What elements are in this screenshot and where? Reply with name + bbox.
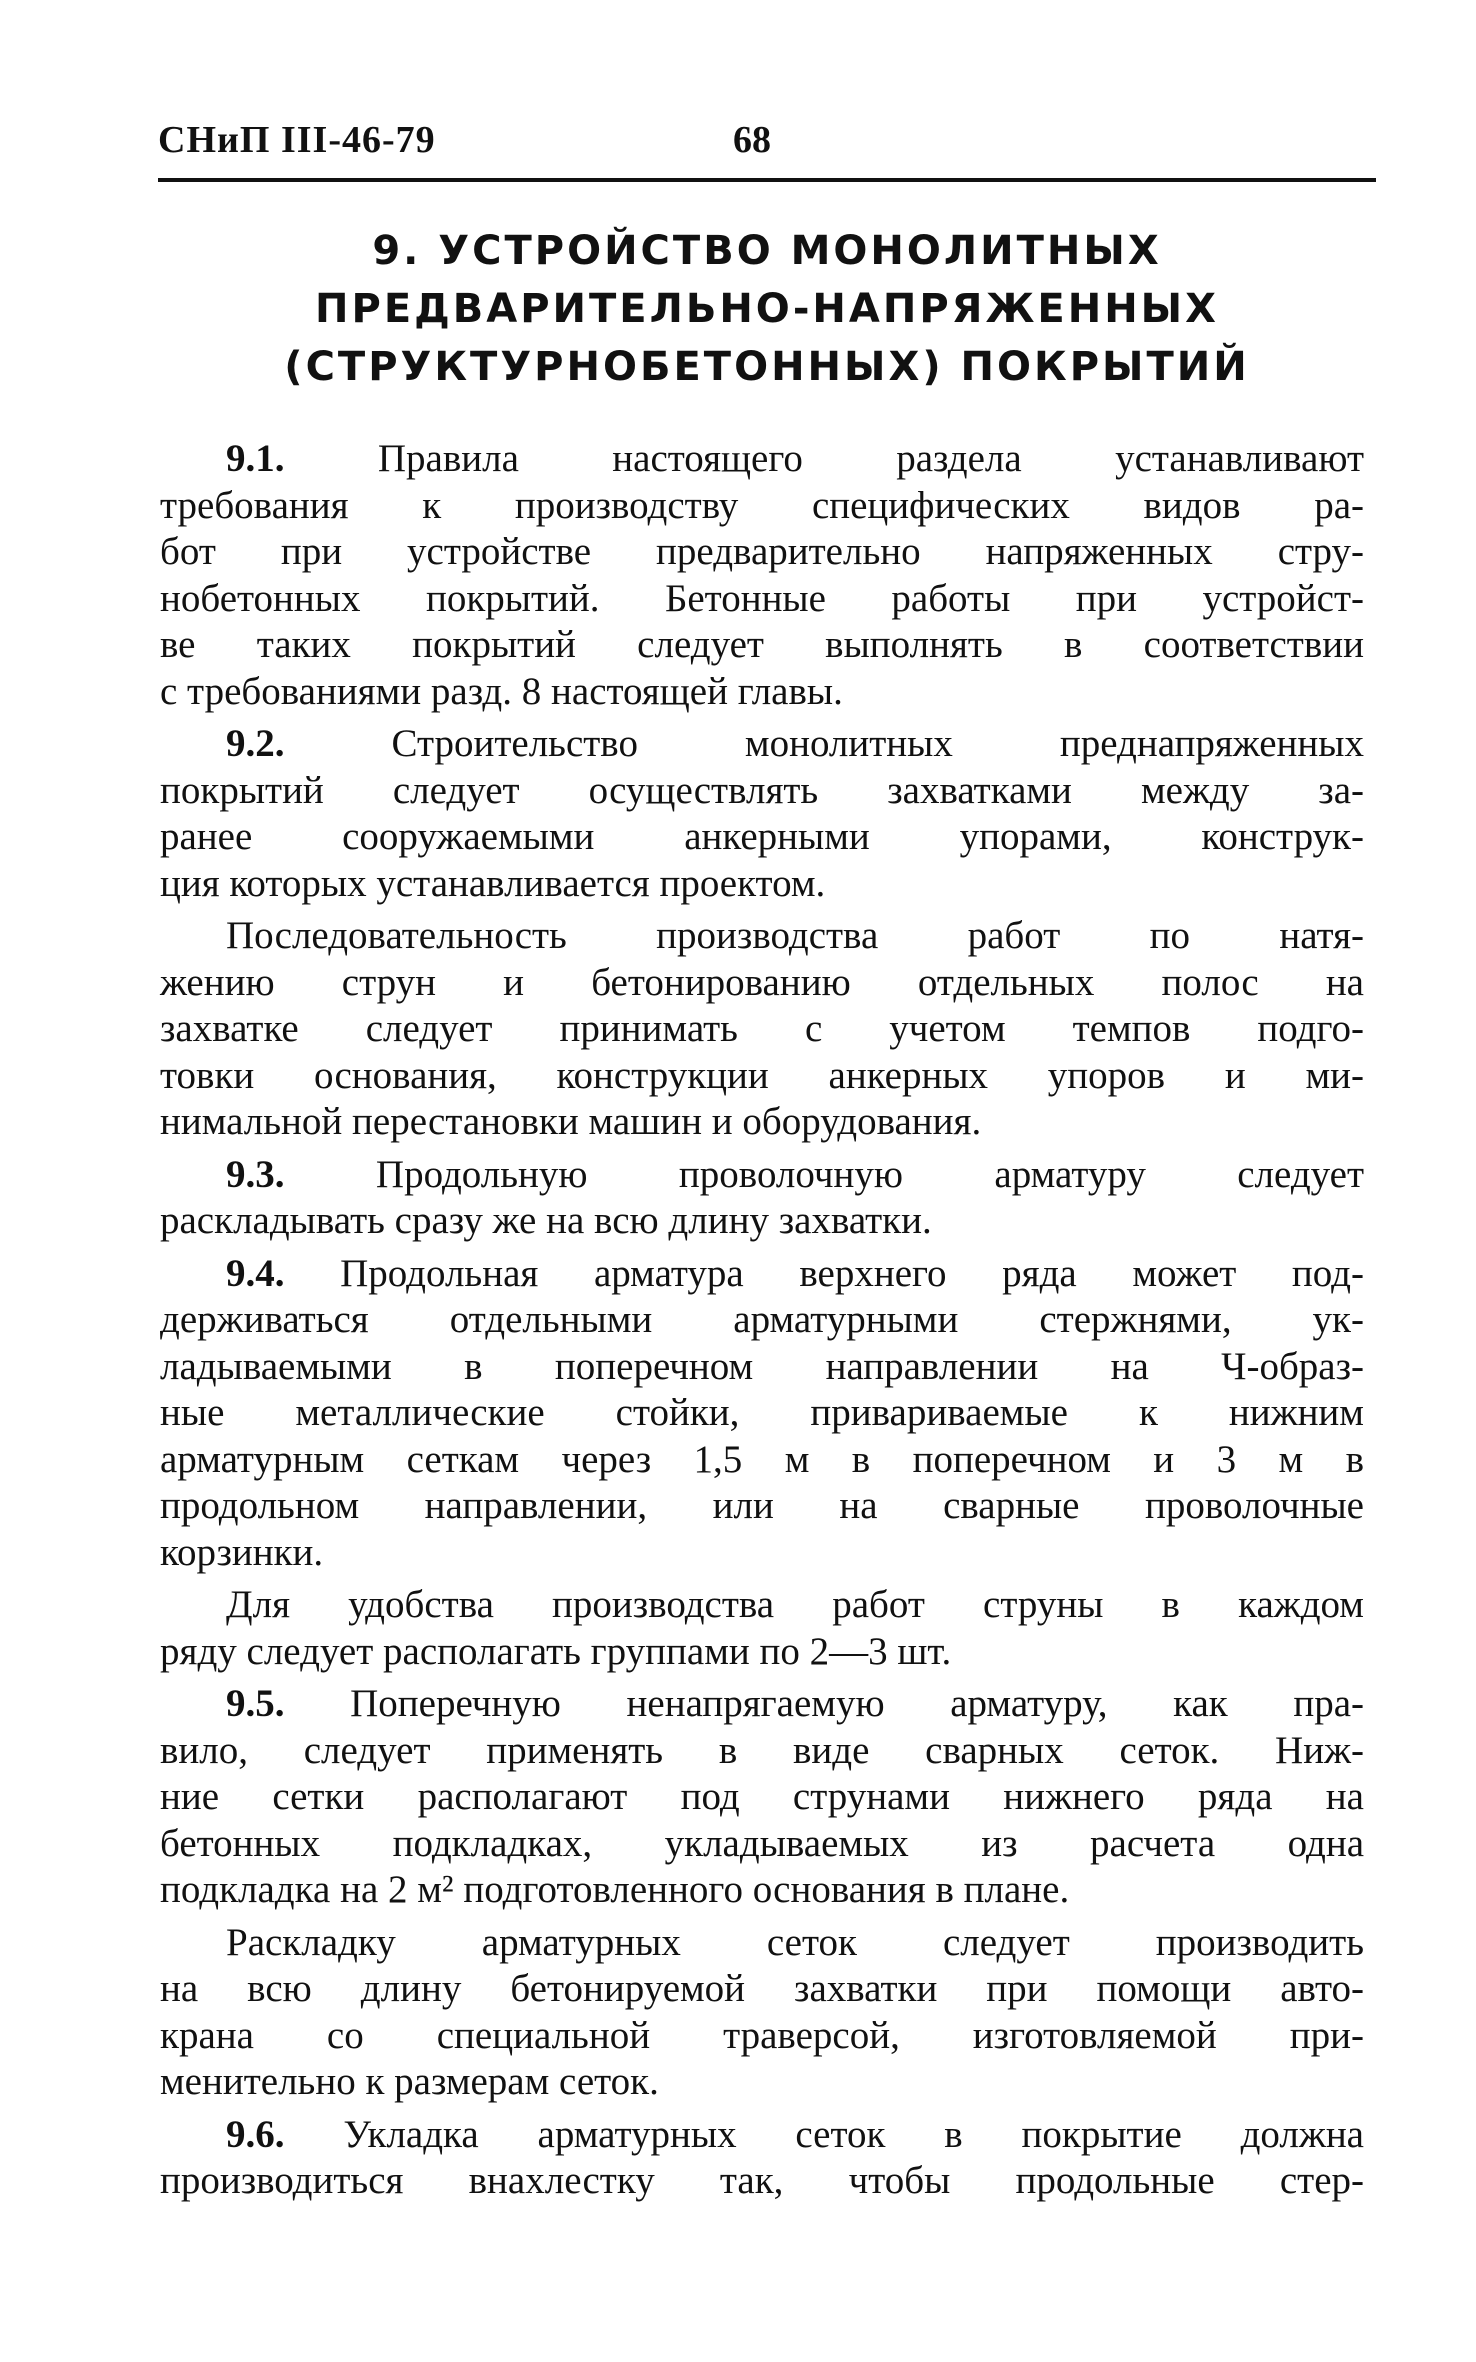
line-text: Продольную проволочную арматуру следует [284, 1152, 1364, 1196]
line-text: нимальной перестановки машин и оборудования. [160, 1100, 982, 1143]
line-text: Для удобства производства работ струны в каждом [226, 1583, 1364, 1626]
text-line [160, 2013, 1364, 2060]
line-text: покрытий следует осуществлять захватками между за- [160, 768, 1364, 812]
line-text: бот при устройстве предварительно напряженных стру- [160, 530, 1364, 573]
line-text: раскладывать сразу же на всю длину захватки. [160, 1199, 932, 1242]
title-line: ПРЕДВАРИТЕЛЬНО-НАПРЯЖЕННЫХ [315, 286, 1219, 332]
paragraph [160, 721, 1364, 907]
line-text: товки основания, конструкции анкерных упоров и ми- [160, 1053, 1364, 1097]
page-number: 68 [733, 119, 771, 161]
line-text: ные металлические стойки, привариваемые к нижним [160, 1391, 1364, 1434]
clause-number: 9.4. [226, 1251, 285, 1295]
text-line [160, 1966, 1364, 2013]
paragraph [160, 2112, 1364, 2205]
text-line [160, 1681, 1364, 1728]
line-text: Поперечную ненапрягаемую арматуру, как пра- [284, 1682, 1364, 1725]
text-line [160, 529, 1364, 576]
line-text: Правила настоящего раздела устанавливают [284, 437, 1364, 480]
text-line [160, 1198, 1364, 1245]
document-code: СНиП III-46-79 [158, 119, 436, 161]
line-text: вило, следует применять в виде сварных сеток. Ниж- [160, 1728, 1364, 1772]
text-line [160, 1530, 1364, 1577]
line-text: крана со специальной траверсой, изготовляемой при- [160, 2013, 1364, 2057]
section-title [158, 222, 1376, 396]
line-text: Раскладку арматурных сеток следует производить [226, 1920, 1364, 1964]
paragraph [160, 913, 1364, 1146]
text-line [160, 1053, 1364, 1100]
line-text: Продольная арматура верхнего ряда может под- [284, 1251, 1364, 1295]
paragraph [160, 1920, 1364, 2106]
line-text: захватке следует принимать с учетом темпов подго- [160, 1007, 1364, 1050]
line-text: корзинки. [160, 1530, 324, 1574]
text-line [160, 1867, 1364, 1914]
title-line: (СТРУКТУРНОБЕТОННЫХ) ПОКРЫТИЙ [284, 344, 1250, 390]
line-text: жению струн и бетонированию отдельных полос на [160, 960, 1364, 1004]
header-rule [158, 178, 1376, 182]
paragraph [160, 436, 1364, 715]
text-line [160, 2059, 1364, 2106]
line-text: требования к производству специфических видов ра- [160, 483, 1364, 527]
clause-number: 9.1. [226, 437, 285, 480]
line-text: держиваться отдельными арматурными стержнями, ук- [160, 1298, 1364, 1341]
text-line [160, 1152, 1364, 1199]
line-text: Последовательность производства работ по натя- [226, 914, 1364, 957]
line-text: ние сетки располагают под струнами нижнего ряда на [160, 1775, 1364, 1818]
line-text: продольном направлении, или на сварные проволочные [160, 1484, 1364, 1527]
running-header [158, 118, 1376, 170]
text-line [160, 1774, 1364, 1821]
clause-number: 9.2. [226, 722, 285, 765]
text-line [160, 436, 1364, 483]
line-text: нобетонных покрытий. Бетонные работы при устройст- [160, 576, 1364, 620]
text-line [160, 669, 1364, 716]
text-line [160, 1437, 1364, 1484]
text-line [160, 622, 1364, 669]
text-line [160, 861, 1364, 908]
title-line: 9. УСТРОЙСТВО МОНОЛИТНЫХ [372, 228, 1162, 274]
text-line [160, 1099, 1364, 1146]
text-line [160, 1390, 1364, 1437]
body-text [160, 436, 1364, 2211]
text-line [160, 768, 1364, 815]
text-line [160, 1920, 1364, 1967]
text-line [160, 2158, 1364, 2205]
line-text: бетонных подкладках, укладываемых из расчета одна [160, 1821, 1364, 1865]
text-line [160, 2112, 1364, 2159]
text-line [160, 483, 1364, 530]
line-text: с требованиями разд. 8 настоящей главы. [160, 669, 843, 713]
line-text: Укладка арматурных сеток в покрытие должна [284, 2112, 1364, 2156]
line-text: ве таких покрытий следует выполнять в соответствии [160, 623, 1364, 666]
clause-number: 9.3. [226, 1152, 285, 1196]
text-line [160, 1728, 1364, 1775]
text-line [160, 913, 1364, 960]
text-line [160, 1006, 1364, 1053]
text-line [160, 1821, 1364, 1868]
line-text: на всю длину бетонируемой захватки при помощи авто- [160, 1967, 1364, 2010]
text-line [160, 1344, 1364, 1391]
line-text: ряду следует располагать группами по 2—3 шт. [160, 1629, 952, 1673]
paragraph [160, 1681, 1364, 1914]
line-text: производиться внахлестку так, чтобы продольные стер- [160, 2159, 1364, 2202]
line-text: ранее сооружаемыми анкерными упорами, конструк- [160, 815, 1364, 858]
paragraph [160, 1251, 1364, 1577]
text-line [160, 576, 1364, 623]
line-text: подкладка на 2 м² подготовленного основания в плане. [160, 1868, 1070, 1911]
clause-number: 9.6. [226, 2112, 285, 2156]
text-line [160, 1582, 1364, 1629]
line-text: арматурным сеткам через 1,5 м в поперечном и 3 м в [160, 1437, 1364, 1481]
clause-number: 9.5. [226, 1682, 285, 1725]
text-line [160, 960, 1364, 1007]
text-line [160, 1483, 1364, 1530]
line-text: Строительство монолитных преднапряженных [284, 722, 1364, 765]
text-line [160, 814, 1364, 861]
text-line [160, 1297, 1364, 1344]
text-line [160, 1251, 1364, 1298]
text-line [160, 1629, 1364, 1676]
paragraph [160, 1152, 1364, 1245]
line-text: менительно к размерам сеток. [160, 2060, 659, 2103]
paragraph [160, 1582, 1364, 1675]
line-text: ция которых устанавливается проектом. [160, 861, 826, 905]
line-text: ладываемыми в поперечном направлении на Ч-образ- [160, 1344, 1364, 1388]
text-line [160, 721, 1364, 768]
